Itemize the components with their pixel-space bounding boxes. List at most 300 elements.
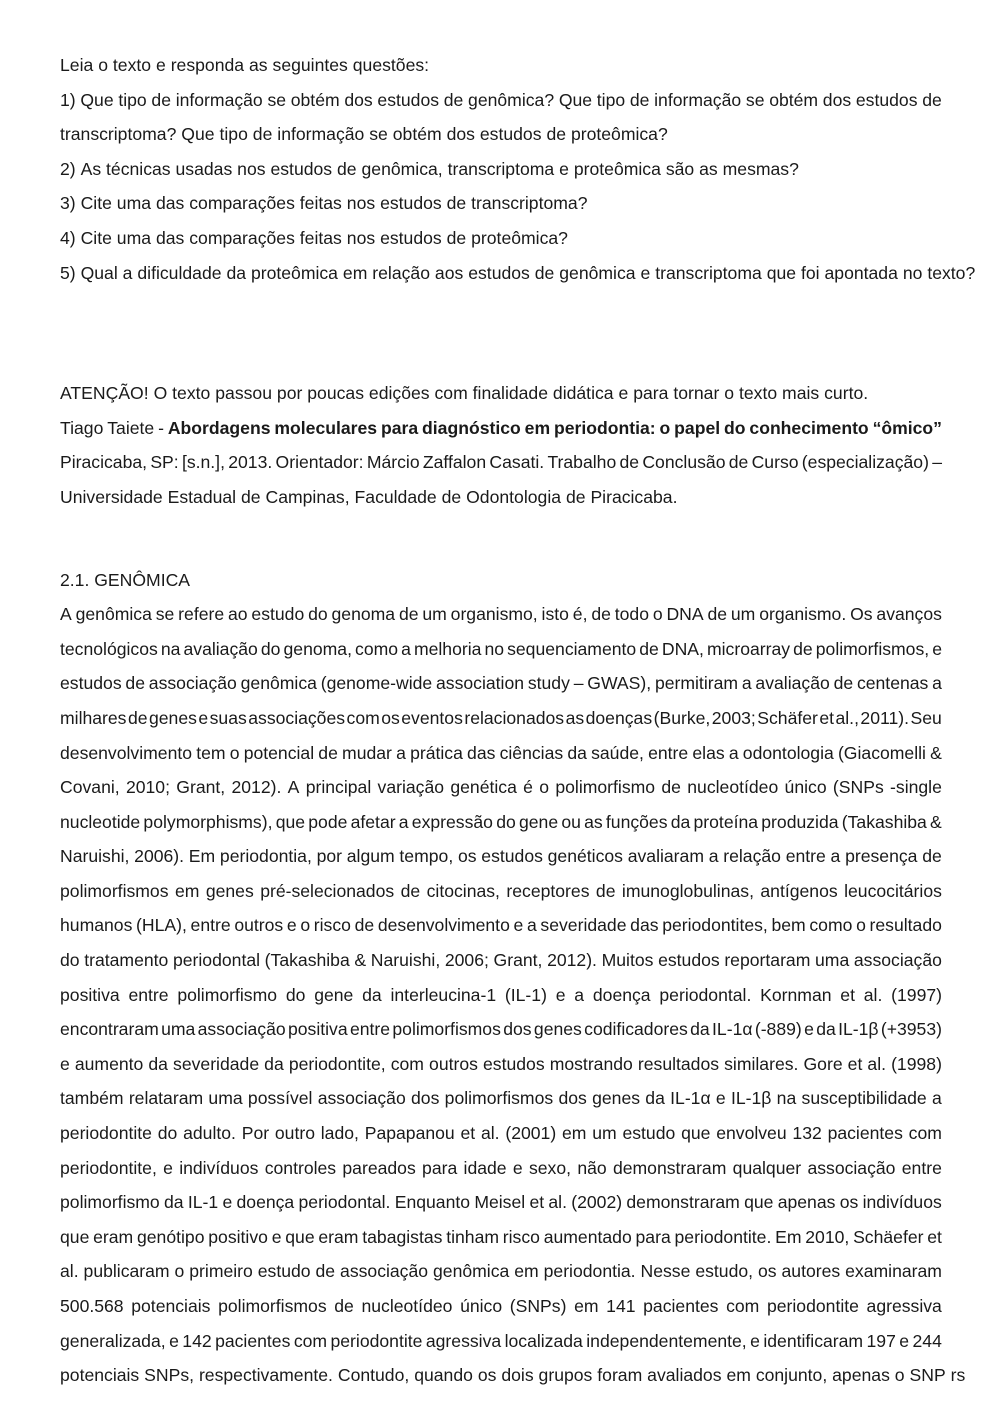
word: Tiago	[60, 417, 104, 438]
word: examinaram	[845, 1261, 942, 1282]
word: da	[164, 1192, 184, 1213]
word-bold: “ômico”	[872, 417, 942, 438]
notice-block	[60, 376, 942, 411]
word: texto	[112, 55, 152, 75]
word: usadas	[175, 158, 233, 179]
word: se	[745, 89, 765, 110]
word: genéticos	[547, 846, 623, 867]
word: como	[355, 638, 399, 659]
word: apenas	[777, 1192, 836, 1213]
body-line	[60, 1185, 942, 1220]
word: genes	[533, 1019, 582, 1040]
word: genômica	[75, 604, 152, 625]
word: de	[922, 89, 942, 110]
word: finalidade	[472, 383, 548, 404]
word: doenças	[585, 707, 653, 728]
word: 197	[866, 1330, 896, 1351]
word: um	[730, 604, 756, 625]
word: de	[151, 89, 171, 110]
word: periodontite	[766, 1296, 859, 1316]
body-line	[60, 908, 942, 943]
word: são	[665, 158, 695, 179]
word: centenas	[856, 673, 929, 694]
word-bold: para	[380, 417, 419, 438]
word: ao	[227, 604, 248, 625]
word: periodontal	[172, 950, 261, 971]
word: 141	[606, 1296, 636, 1316]
question-line	[60, 186, 942, 221]
word: 2013.	[228, 452, 273, 473]
section-body	[60, 597, 966, 1393]
word: organismo,	[450, 604, 538, 625]
word: al.	[863, 984, 883, 1005]
word: os	[457, 846, 477, 867]
word: A	[60, 604, 72, 625]
word: tipo	[219, 124, 248, 145]
word: potencial	[243, 742, 315, 763]
word: dos	[503, 1019, 532, 1040]
word: de	[728, 452, 749, 473]
word: 2)	[60, 158, 76, 179]
word: polimorfismo	[177, 984, 278, 1005]
word: periodontite	[330, 1330, 423, 1351]
questions-block	[60, 83, 976, 291]
word: demonstraram	[626, 1192, 740, 1213]
word: (1997)	[891, 984, 942, 1005]
question-item	[60, 186, 942, 221]
word: &	[930, 811, 942, 832]
word: bem	[771, 915, 806, 936]
word: associação	[340, 1261, 429, 1282]
word: -single	[890, 777, 942, 798]
word-bold: conhecimento	[749, 417, 869, 438]
word: associação	[317, 1088, 406, 1109]
word: [s.n.],	[181, 452, 225, 473]
word: Meisel	[474, 1192, 526, 1213]
instruction-line	[60, 48, 942, 83]
word: do	[496, 811, 516, 832]
word: publicaram	[83, 1261, 170, 1282]
word: que	[744, 1192, 774, 1213]
word: 2006;	[444, 950, 489, 971]
word: DNA,	[661, 638, 704, 659]
document-content	[60, 48, 976, 1393]
word: por	[276, 383, 303, 404]
word: e	[750, 1330, 760, 1351]
word: estudos	[481, 846, 543, 867]
word: 500.568	[60, 1296, 124, 1316]
word: de	[315, 1261, 336, 1282]
word: Seu	[910, 707, 942, 728]
body-line	[60, 1289, 942, 1324]
word: al.	[548, 1192, 567, 1213]
word: milhares	[60, 707, 127, 728]
word: dois	[501, 1365, 534, 1386]
word: e	[640, 262, 651, 283]
body-line	[60, 839, 942, 874]
word: resultados	[637, 1053, 720, 1074]
question-line	[60, 83, 942, 118]
word: agressiva	[866, 1296, 942, 1316]
body-line	[60, 666, 942, 701]
word: de	[922, 846, 942, 867]
word: uma	[116, 227, 152, 248]
word: Piracicaba,	[60, 452, 148, 473]
word: (genome-wide	[320, 673, 433, 694]
word: técnicas	[106, 158, 171, 179]
word: de	[446, 193, 467, 214]
word: de	[629, 89, 650, 110]
word: e	[899, 1330, 910, 1351]
word: risco	[502, 1226, 540, 1247]
word: (-889)	[754, 1019, 802, 1040]
word: Schäefer	[853, 1226, 924, 1247]
citation-block	[60, 411, 942, 515]
word: comparações	[189, 193, 295, 214]
body-line	[60, 978, 942, 1013]
word: citocinas,	[426, 880, 500, 901]
section-spacer	[60, 290, 942, 376]
word: principal	[305, 777, 372, 798]
body-line	[60, 736, 942, 771]
word: 5)	[60, 262, 76, 283]
word: (1998)	[891, 1053, 942, 1074]
word: (2002)	[571, 1192, 623, 1213]
word: as	[584, 811, 603, 832]
word: 2011).	[860, 707, 910, 728]
word: (HLA),	[136, 915, 187, 936]
word: uma	[815, 950, 850, 971]
word: organismo.	[759, 604, 847, 625]
word: conjunto,	[755, 1365, 828, 1386]
word: edições	[368, 383, 430, 404]
word: Os	[850, 604, 873, 625]
word: das	[155, 227, 185, 248]
word: seguintes	[272, 55, 348, 75]
word: variação	[377, 777, 445, 798]
word: (2001)	[505, 1123, 557, 1144]
word: em	[342, 262, 368, 283]
word: 2003;	[711, 707, 756, 728]
word: o	[894, 1365, 905, 1386]
word: Schäfer	[757, 707, 818, 728]
word: de	[565, 486, 586, 507]
word: saúde,	[591, 742, 644, 763]
word: algum	[346, 846, 395, 867]
word: periodontite,	[288, 1053, 386, 1074]
word: do	[260, 638, 281, 659]
word: genômica	[240, 673, 317, 694]
word: indivíduos	[179, 1157, 259, 1178]
word: SNP	[909, 1365, 946, 1386]
word: de	[661, 777, 681, 798]
word: associação	[853, 950, 942, 971]
word: texto	[738, 383, 778, 404]
word: produzida	[761, 811, 839, 832]
word: o	[652, 604, 663, 625]
word: que	[275, 811, 306, 832]
word: 132	[792, 1123, 822, 1144]
word: de	[127, 707, 148, 728]
word: relação	[372, 262, 430, 283]
word: obtém	[290, 89, 340, 110]
question-item	[60, 152, 942, 187]
word: avaliação	[183, 638, 258, 659]
word: da	[816, 1019, 836, 1040]
word: das	[467, 742, 496, 763]
word: 1)	[60, 89, 76, 110]
word: (especialização)	[801, 452, 929, 473]
word: da	[148, 1053, 168, 1074]
word: nucleotide	[60, 811, 141, 832]
word: 2012).	[547, 950, 597, 971]
word: (Takashiba	[264, 950, 350, 971]
word: do	[308, 604, 328, 625]
word: tecnológicos	[60, 638, 158, 659]
word: Campinas,	[265, 486, 350, 507]
word: de	[125, 673, 145, 694]
word: se	[369, 124, 388, 145]
word: e	[271, 1226, 282, 1247]
word: rs	[950, 1365, 966, 1386]
word: e	[932, 638, 942, 659]
word: único	[460, 1296, 503, 1316]
word: susceptibilidade	[801, 1088, 927, 1109]
word: Taiete	[107, 417, 155, 438]
word: de	[591, 604, 611, 625]
word: (+3953)	[880, 1019, 942, 1040]
word: o	[539, 777, 550, 798]
word: Qual	[80, 262, 118, 283]
word: indivíduos	[862, 1192, 942, 1213]
word: qualquer	[732, 1157, 802, 1178]
word: proteômica?	[471, 227, 568, 248]
word: genômica?	[468, 89, 555, 110]
word: IL-1α	[712, 1019, 753, 1040]
word: estudos	[380, 193, 442, 214]
word: et	[927, 1226, 942, 1247]
body-line	[60, 632, 942, 667]
word: Casati.	[489, 452, 545, 473]
word: avaliados	[647, 1365, 722, 1386]
word: e	[198, 707, 209, 728]
word: os	[757, 1261, 777, 1282]
word: pareados	[342, 1157, 416, 1178]
word: e	[169, 1330, 179, 1351]
word: Odontologia	[466, 486, 562, 507]
word: da	[264, 1053, 284, 1074]
word: Em	[775, 1226, 802, 1247]
word: genética	[450, 777, 517, 798]
word: tempo,	[399, 846, 454, 867]
word: mesmas?	[722, 158, 799, 179]
word: suas	[209, 707, 247, 728]
word: que	[285, 1226, 315, 1247]
word-bold: periodontia:	[553, 417, 656, 438]
word: a	[122, 262, 133, 283]
word: quando	[414, 1365, 473, 1386]
word: transcriptoma	[447, 158, 555, 179]
word: idade	[463, 1157, 507, 1178]
word: feitas	[299, 193, 342, 214]
word: curto.	[824, 383, 869, 404]
word: feitas	[299, 227, 342, 248]
notice-line	[60, 376, 942, 411]
word: avanços	[876, 604, 942, 625]
body-line	[60, 770, 942, 805]
word: tabagistas	[362, 1226, 443, 1247]
word: na	[776, 1088, 797, 1109]
word: funções	[605, 811, 668, 832]
word: a	[574, 984, 585, 1005]
word: que	[60, 1226, 90, 1247]
word: da	[226, 262, 247, 283]
word: SP:	[150, 452, 179, 473]
word: periodontite	[60, 1123, 152, 1144]
word: pacientes	[643, 1296, 719, 1316]
word: a	[932, 673, 942, 694]
word: e	[60, 1053, 70, 1074]
citation-line	[60, 480, 942, 515]
word: estudos	[855, 89, 918, 110]
word: Kornman	[760, 984, 832, 1005]
word: entre	[349, 1019, 391, 1040]
word: agressiva	[425, 1330, 502, 1351]
word: genoma,	[283, 638, 352, 659]
word: 2012).	[231, 777, 282, 798]
word: de	[546, 124, 567, 145]
word: de	[443, 89, 464, 110]
word: em	[514, 1261, 539, 1282]
word: al.	[60, 1261, 79, 1282]
word: texto	[172, 383, 211, 404]
word: das	[155, 193, 185, 214]
word: o	[856, 915, 866, 936]
word: entre	[128, 984, 169, 1005]
word: de	[441, 486, 462, 507]
word: as	[565, 707, 585, 728]
word: em	[726, 1365, 751, 1386]
body-line	[60, 1358, 966, 1393]
word: dos	[411, 1088, 440, 1109]
word: et	[847, 1053, 863, 1074]
word: positiva	[60, 984, 120, 1005]
citation-line	[60, 411, 942, 446]
word: (Giacomelli	[837, 742, 926, 763]
word: (SNPs	[832, 777, 884, 798]
word: expressão	[411, 811, 493, 832]
word: et	[529, 1192, 545, 1213]
word: que	[766, 262, 797, 283]
word: único	[784, 777, 827, 798]
word: eram	[93, 1226, 134, 1247]
word: da	[690, 1019, 710, 1040]
word: de	[793, 638, 813, 659]
word: potenciais	[131, 1296, 211, 1316]
word: polimorfismo	[60, 1192, 160, 1213]
word: estudos	[483, 1053, 545, 1074]
word: –	[573, 673, 584, 694]
word: elas	[692, 742, 725, 763]
word: avaliação	[755, 673, 830, 694]
word: independentemente,	[586, 1330, 747, 1351]
word: A	[287, 777, 300, 798]
word: estudo	[257, 1261, 311, 1282]
word: de	[833, 673, 854, 694]
word: Que	[80, 89, 114, 110]
word-bold: em	[524, 417, 551, 438]
word: de	[241, 486, 261, 507]
word: Orientador:	[275, 452, 364, 473]
word: foi	[800, 262, 820, 283]
word: dos	[822, 89, 852, 110]
word: a	[708, 846, 719, 867]
word: potenciais	[60, 1365, 140, 1386]
word: e	[618, 383, 629, 404]
word: humanos	[60, 915, 133, 936]
word: genômica	[433, 1261, 510, 1282]
word: eventos	[401, 707, 463, 728]
word: a	[830, 846, 841, 867]
word: é,	[572, 604, 588, 625]
word: al.	[867, 1053, 887, 1074]
word: Contudo,	[337, 1365, 410, 1386]
word: e	[222, 1192, 233, 1213]
word: 4)	[60, 227, 76, 248]
word: entre	[190, 915, 231, 936]
question-line	[60, 152, 942, 187]
word: e	[155, 55, 166, 75]
word: envolveu	[716, 1123, 787, 1144]
word: estudos	[377, 89, 440, 110]
word: gene	[518, 811, 559, 832]
word: polimorfismos	[218, 1296, 327, 1316]
word: questões:	[352, 55, 430, 75]
word: aumentado	[543, 1226, 632, 1247]
word: poucas	[307, 383, 364, 404]
word: interleucina-1	[390, 984, 497, 1005]
citation-line	[60, 445, 942, 480]
word: para	[422, 1157, 458, 1178]
word: Enquanto	[394, 1192, 471, 1213]
word: o	[300, 915, 311, 936]
word: IL-1α	[670, 1088, 711, 1109]
citation-spacer	[60, 515, 942, 563]
body-line	[60, 1151, 942, 1186]
word: nos	[237, 158, 266, 179]
question-item	[60, 221, 942, 256]
word: severidade	[173, 1053, 260, 1074]
word: uma	[208, 1088, 243, 1109]
question-line	[60, 117, 942, 152]
word: um	[592, 1123, 617, 1144]
body-line	[60, 943, 942, 978]
word: presença	[845, 846, 918, 867]
word: genoma	[331, 604, 396, 625]
body-line	[60, 701, 942, 736]
word: entre	[648, 742, 689, 763]
word: 244	[912, 1330, 942, 1351]
word: apontada	[824, 262, 898, 283]
word: tinham	[446, 1226, 500, 1247]
word: Leia	[60, 55, 94, 75]
word: permitiram	[654, 673, 739, 694]
word: de	[318, 742, 338, 763]
word: association	[436, 673, 525, 694]
word: periodontia.	[543, 1261, 636, 1282]
word: dos	[558, 1088, 587, 1109]
word-bold: diagnóstico	[422, 417, 521, 438]
